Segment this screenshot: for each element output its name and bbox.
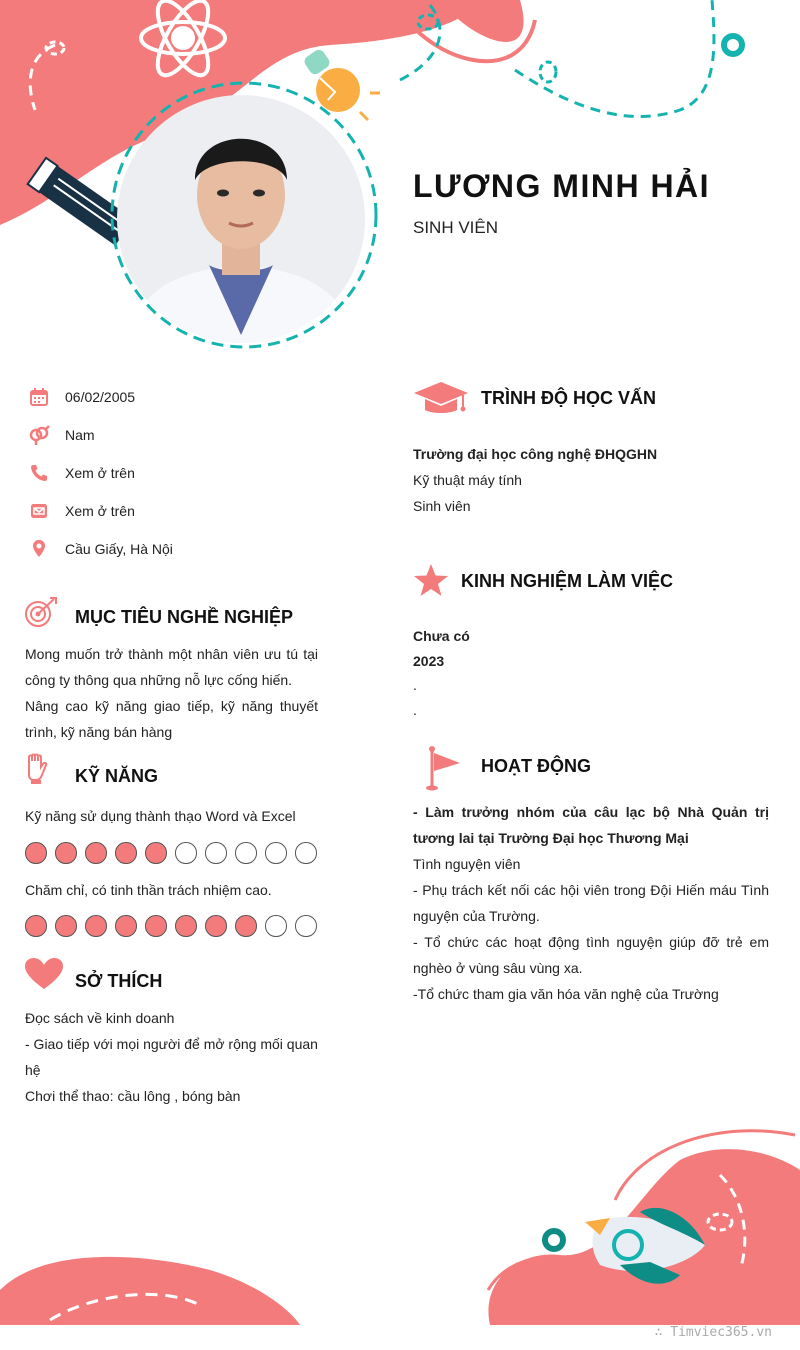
- experience-year: 2023: [413, 652, 445, 669]
- company-name: Chưa có: [413, 628, 470, 644]
- contact-gender: [28, 423, 95, 447]
- lightbulb-icon: [302, 47, 380, 120]
- heart-icon: [25, 958, 63, 990]
- activity-line: - Tổ chức các hoạt động tình nguyện giúp đỡ trẻ em nghèo ở vùng sâu vùng xa.: [413, 934, 769, 976]
- activity-line: -Tổ chức tham gia văn hóa văn nghệ của Trường: [413, 986, 719, 1002]
- objective-heading: MỤC TIÊU NGHỀ NGHIỆP: [75, 607, 294, 627]
- activity-line: Tình nguyện viên: [413, 856, 521, 872]
- rating-dot-filled: [145, 915, 167, 937]
- footer-watermark: ∴ Timviec365.vn: [654, 1325, 772, 1340]
- email-text: Xem ở trên: [65, 503, 135, 519]
- education-status: Sinh viên: [413, 498, 471, 514]
- phone-text: Xem ở trên: [65, 465, 135, 481]
- activities-heading: HOẠT ĐỘNG: [481, 756, 591, 776]
- rating-dot-filled: [235, 915, 257, 937]
- rating-dot-empty: [295, 915, 317, 937]
- phone-icon: [28, 462, 50, 484]
- activity-line: - Phụ trách kết nối các hội viên trong Đội Hiến máu Tình nguyện của Trường.: [413, 882, 769, 924]
- contact-phone: [28, 461, 135, 485]
- experience-line: .: [413, 677, 417, 693]
- rating-dot-empty: [205, 842, 227, 864]
- activities-details: [413, 799, 769, 1007]
- calendar-icon: [28, 386, 50, 408]
- objective-line: Mong muốn trở thành một nhân viên ưu tú tại công ty thông qua những nỗ lực cống hiến.: [25, 646, 318, 688]
- gender-icon: [28, 424, 50, 446]
- rating-dot-filled: [25, 842, 47, 864]
- rating-dot-filled: [85, 842, 107, 864]
- email-icon: [28, 500, 50, 522]
- target-icon: [24, 596, 58, 630]
- rating-dot-empty: [265, 915, 287, 937]
- rating-dot-empty: [295, 842, 317, 864]
- rating-dot-filled: [115, 842, 137, 864]
- profile-photo: [117, 95, 365, 343]
- job-title: SINH VIÊN: [413, 218, 499, 237]
- address-text: Cầu Giấy, Hà Nội: [65, 541, 173, 557]
- rating-dot-filled: [175, 915, 197, 937]
- rating-dot-filled: [55, 915, 77, 937]
- experience-details: [413, 624, 773, 722]
- fist-icon: [24, 753, 50, 785]
- activity-role: - Làm trưởng nhóm của câu lạc bộ Nhà Quản trị tương lai tại Trường Đại học Thương Mại: [413, 804, 769, 846]
- objective-text: [25, 641, 318, 745]
- education-heading: TRÌNH ĐỘ HỌC VẤN: [481, 388, 656, 408]
- objective-line: Nâng cao kỹ năng giao tiếp, kỹ năng thuyết trình, kỹ năng bán hàng: [25, 698, 318, 740]
- skill-label: Kỹ năng sử dụng thành thạo Word và Excel: [25, 808, 296, 824]
- gender-text: Nam: [65, 427, 95, 443]
- education-details: [413, 441, 773, 519]
- rating-dot-empty: [265, 842, 287, 864]
- rating-dot-filled: [205, 915, 227, 937]
- skill-label: Chăm chỉ, có tinh thần trách nhiệm cao.: [25, 882, 272, 898]
- rating-dot-empty: [235, 842, 257, 864]
- birthdate-text: 06/02/2005: [65, 389, 136, 405]
- flag-icon: [420, 745, 462, 791]
- rating-dot-filled: [85, 915, 107, 937]
- rating-dot-filled: [115, 915, 137, 937]
- hobby-line: Đọc sách về kinh doanh: [25, 1010, 175, 1026]
- star-icon: [413, 563, 449, 597]
- skill-rating: [25, 842, 317, 864]
- graduation-cap-icon: [413, 380, 469, 414]
- rating-dot-filled: [25, 915, 47, 937]
- contact-birthdate: [28, 385, 136, 409]
- hobbies-text: [25, 1005, 320, 1109]
- school-name: Trường đại học công nghệ ĐHQGHN: [413, 446, 658, 462]
- experience-line: .: [413, 701, 417, 718]
- skills-heading: KỸ NĂNG: [75, 766, 159, 786]
- hobby-line: - Giao tiếp với mọi người để mở rộng mối quan hệ: [25, 1036, 318, 1078]
- skill-rating: [25, 915, 317, 937]
- experience-heading: KINH NGHIỆM LÀM VIỆC: [461, 571, 674, 591]
- contact-email: [28, 499, 135, 523]
- hobbies-heading: SỞ THÍCH: [75, 971, 163, 991]
- hobby-line: Chơi thể thao: cầu lông , bóng bàn: [25, 1088, 241, 1104]
- location-pin-icon: [28, 538, 50, 560]
- rating-dot-filled: [55, 842, 77, 864]
- contact-address: [28, 537, 173, 561]
- major: Kỹ thuật máy tính: [413, 472, 522, 488]
- full-name: LƯƠNG MINH HẢI: [413, 168, 711, 204]
- rating-dot-filled: [145, 842, 167, 864]
- rating-dot-empty: [175, 842, 197, 864]
